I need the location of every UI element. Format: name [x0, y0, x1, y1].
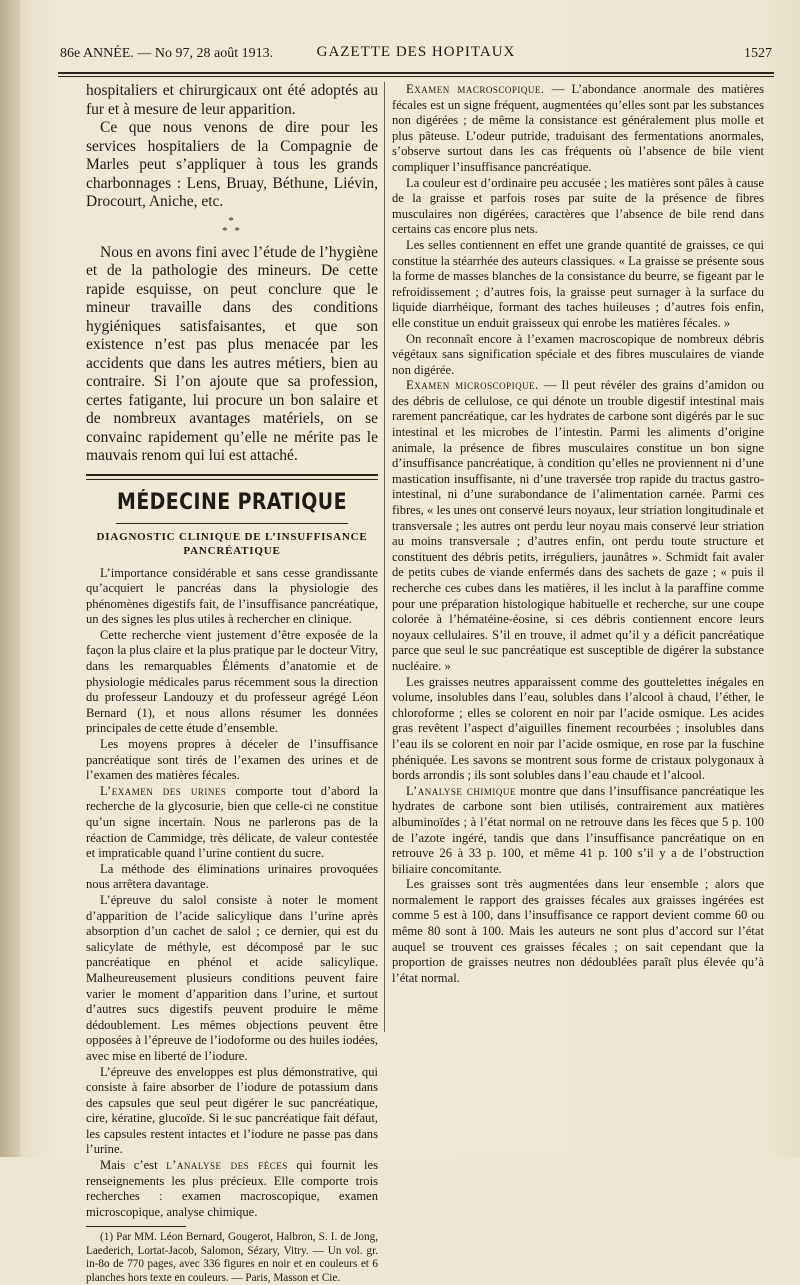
section-separator-stars: * * * — [222, 214, 242, 237]
run-in-heading: L’analyse chimique — [406, 783, 516, 798]
paragraph: L’examen des urines comporte tout d’abord la recherche de la glycosurie, bien que celle-ci ne constitue qu’un signe incertain. Nous ne parlerons pas de la réaction de Cammidge, très délicate, de valeur contestée et impraticable quand l’urine contient du sucre. — [86, 783, 379, 861]
section-rule — [86, 474, 378, 480]
paragraph: On reconnaît encore à l’examen macroscopique de nombreux débris végétaux sans signification spéciale et des fibres musculaires de viande non digérée. — [392, 331, 764, 377]
footnote: (1) Par MM. Léon Bernard, Gougerot, Halbron, S. I. de Jong, Laederich, Lortat-Jacob, Salomon, Sézary, Vitry. — Un vol. gr. in-8o de 770 pages, avec 336 figures en noir et en couleurs et 6 planches hors texte en couleurs. — Paris, Masson et Cie. — [86, 1231, 378, 1284]
paragraph: Les selles contiennent en effet une grande quantité de graisses, ce qui constitue la stéarrhée des auteurs classiques. « La graisse se présente sous la forme de masses blanches de la consistance du beurre, se figeant par le refroidissement ; d’autres fois, la graisse peut surnager à la surface du liquide diarrhéique, formant des taches huileuses ; d’autres fois enfin, elle constitue un enduit graisseux qui enrobe les matières fécales. » — [392, 237, 764, 330]
paragraph: L’épreuve du salol consiste à noter le moment d’apparition de l’acide salicylique dans l’urine après absorption d’un cachet de salol ; ce dernier, qui est du salicylate de méthyle, est décomposé par le suc pancréatique en phénol et acide salicylique. Malheureusement plusieurs conditions peuvent faire varier le moment d’apparition dans l’urine, et surtout d’autres sucs digestifs peuvent produire le même dédoublement. Les mêmes objections peuvent être opposées à l’épreuve de l’iodoforme ou des huiles iodées, avec mise en liberté de l’iodure. — [86, 892, 378, 1063]
paragraph: hospitaliers et chirurgicaux ont été adoptés au fur et à mesure de leur apparition. — [86, 82, 378, 118]
paragraph: L’analyse chimique montre que dans l’insuffisance pancréatique les hydrates de carbone sont bien utilisés, contrairement aux matières albuminoïdes ; à l’état normal on ne retrouve dans les fèces que 5 p. 100 de l’azote ingéré, tandis que dans l’insuffisance pancréatique on en retrouve 26 à 33 p. 100, et même 41 p. 100 s’il y a de l’obstruction biliaire concomitante. — [392, 783, 764, 876]
run-in-heading: Examen macroscopique. — [406, 82, 545, 96]
run-in-heading: L’examen des urines — [100, 783, 227, 798]
header-rule-thin — [58, 76, 774, 77]
paragraph: La couleur est d’ordinaire peu accusée ; les matières sont pâles à cause de la graisse et parfois roses par suite de la présence de fibres musculaires non digérées, caractères que l’absence de bile rend dans certains cas encore plus nets. — [392, 175, 764, 237]
paragraph: Examen microscopique. — Il peut révéler des grains d’amidon ou des débris de cellulose, ce qui dénote un trouble digestif intestinal mais rarement pancréatique, car les hydrates de carbone sont digérés par le suc intestinal et les microbes de l’intestin. Parmi les aliments d’origine animale, la présence de fibres musculaires constitue un bon signe d’insuffisance pancréatique, à condition qu’elles ne proviennent ni d’une mastication insuffisante, ni d’une traversée trop rapide du tractus gastro-intestinal, ni d’une surabondance de l’alimentation carnée. Parmi ces fibres, « les unes ont conservé leurs noyaux, leur striation longitudinale et transversale ; les autres ont perdu leur noyau mais conservé leur striation au moins transversale ; d’autres enfin, ont perdu toute structure et constituent des débris petits, irréguliers, jaunâtres ». Schmidt fait avaler de petits cubes de viande enfermés dans des sachets de gaze ; « puis il recherche ces cubes dans les matières, il les inclut à la paraffine comme pour une préparation histologique habituelle et recherche, sur une coupe colorée à l’hématéine-éosine, si ces débris contiennent encore leurs noyaux cellulaires. S’il en trouve, il admet qu’il y a déficit pancréatique parce que seul le suc pancréatique est susceptible de digérer la substance nucléaire. » — [392, 378, 764, 673]
title-underline — [116, 523, 348, 524]
header-rule — [58, 72, 774, 74]
page-spine-shadow — [0, 0, 20, 1157]
paragraph: Cette recherche vient justement d’être exposée de la façon la plus claire et la plus pratique par le docteur Vitry, dans les remarquables Éléments d’anatomie et de physiologie médicales parus récemment sous la direction du professeur Landouzy et du professeur agrégé Léon Bernard (1), et nous allons résumer les données principales de cette étude d’ensemble. — [86, 627, 378, 736]
paragraph: L’épreuve des enveloppes est plus démonstrative, qui consiste à faire absorber de l’iodure de potassium dans des capsules que seul peut digérer le suc pancréatique, cire, kératine, glucoïde. Si le suc pancréatique fait défaut, les capsules restent intactes et l’iodure ne passe pas dans l’urine. — [86, 1064, 378, 1157]
paragraph: Nous en avons fini avec l’étude de l’hygiène et de la pathologie des mineurs. De cette rapide esquisse, on peut conclure que le mineur travaille dans des conditions hygiéniques satisfaisantes, et que son existence n’est pas plus menacée par les accidents que dans les autres métiers, bien au contraire. Si l’on ajoute que sa profession, certes fatigante, lui procure un bon salaire et de nombreux avantages matériels, on se convainc rapidement qu’elle ne mérite pas le mauvais renom qui lui est attaché. — [86, 243, 378, 464]
right-column — [392, 82, 764, 986]
section-title: MÉDECINE PRATIQUE — [117, 489, 347, 515]
footnote-rule — [86, 1226, 186, 1227]
column-divider — [384, 82, 385, 1032]
page-number: 1527 — [744, 46, 772, 61]
paragraph: Les graisses sont très augmentées dans leur ensemble ; alors que normalement le rapport des graisses fécales aux graisses ingérées est comme 5 est à 100, dans l’insuffisance ce rapport devient comme 60 ou même 80 sont à 100. Mais les auteurs ne sont plus d’accord sur l’état auquel se trouvent ces graisses fécales ; on sait cependant que la proportion de graisses neutres non dédoublées paraît plus élevée qu’à l’état normal. — [392, 877, 764, 985]
left-column — [86, 82, 378, 1285]
paragraph: Examen macroscopique. — L’abondance anormale des matières fécales est un signe fréquent, augmentées qu’elles sont par les substances non digérées ; de même la consistance est généralement plus molle et plus pâteuse. L’odeur putride, traduisant des fermentations anormales, s’observe surtout dans les cas fréquents où l’absence de bile vient compliquer l’insuffisance pancréatique. — [392, 82, 764, 174]
paragraph: Ce que nous venons de dire pour les services hospitaliers de la Compagnie de Marles peut s’appliquer à tous les grands charbonnages : Lens, Bruay, Béthune, Liévin, Drocourt, Aniche, etc. — [86, 119, 378, 210]
paragraph: L’importance considérable et sans cesse grandissante qu’acquiert le pancréas dans la physiologie des phénomènes digestifs fait, de l’insuffisance pancréatique, un des signes les plus utiles à rechercher en clinique. — [86, 565, 378, 627]
paragraph: Les moyens propres à déceler de l’insuffisance pancréatique sont tirés de l’examen des urines et de l’examen des matières fécales. — [86, 737, 378, 783]
run-in-heading: l’analyse des fèces — [166, 1158, 288, 1173]
run-in-heading: Examen microscopique. — [406, 378, 539, 393]
page-header — [60, 44, 772, 68]
article-heading: DIAGNOSTIC CLINIQUE DE L’INSUFFISANCE PANCRÉATIQUE — [96, 530, 368, 557]
paragraph: La méthode des éliminations urinaires provoquées nous arrêtera davantage. — [86, 861, 378, 892]
paragraph: Les graisses neutres apparaissent comme des gouttelettes inégales en volume, insolubles dans l’eau, solubles dans l’alcool à chaud, l’éther, le chloroforme ; elles se colorent en noir par l’acide osmique. Les acides gras revêtent l’aspect d’aiguilles finement recourbées ; insolubles dans l’eau ils se colorent en noir par l’acide osmique, en rose par la fuschine phéniquée. Les savons se montrent sous forme de cristaux polygonaux à bords arrondis ; ils sont solubles dans l’eau chaude et l’alcool. — [392, 674, 764, 783]
paragraph: Mais c’est l’analyse des fèces qui fournit les renseignements les plus précieux. Elle comporte trois recherches : examen macroscopique, examen microscopique, analyse chimique. — [86, 1158, 378, 1219]
issue-info: 86e ANNÉE. — No 97, 28 août 1913. — [60, 46, 274, 61]
journal-title: GAZETTE DES HOPITAUX — [316, 44, 516, 60]
